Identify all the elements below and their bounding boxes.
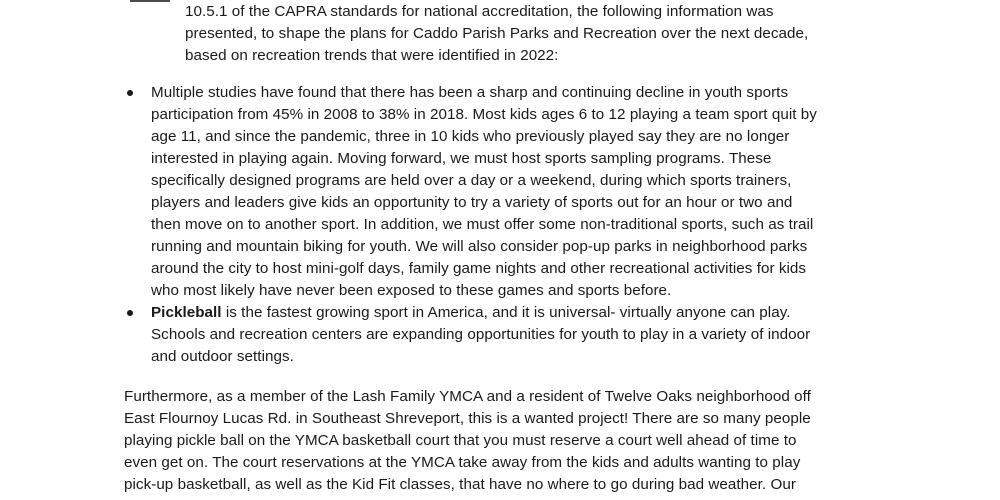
intro-line: 10.5.1 of the CAPRA standards for national accreditation, the following information was bbox=[185, 3, 774, 20]
bullet-line: running and mountain biking for youth. We will also consider pop-up parks in neighborhood parks bbox=[151, 238, 808, 255]
closing-line: playing pickle ball on the YMCA basketball court that you must reserve a court well ahead of time to bbox=[124, 432, 797, 449]
bullet-line: then move on to another sport. In addition, we must offer some non-traditional sports, such as trail bbox=[151, 216, 814, 233]
closing-line: Furthermore, as a member of the Lash Family YMCA and a resident of Twelve Oaks neighborhood off bbox=[124, 388, 811, 405]
bullet-line: Multiple studies have found that there has been a sharp and continuing decline in youth sports bbox=[151, 84, 789, 101]
intro-paragraph bbox=[185, 1, 865, 67]
bullet-line: Schools and recreation centers are expanding opportunities for youth to play in a variety of indoor bbox=[151, 326, 811, 343]
pickleball-bold-lead: Pickleball bbox=[151, 304, 222, 321]
bullet-line: around the city to host mini-golf days, family game nights and other recreational activities for kids bbox=[151, 260, 807, 277]
bullet-icon bbox=[127, 90, 133, 96]
intro-line: based on recreation trends that were identified in 2022: bbox=[185, 47, 559, 64]
bullet-line: age 11, and since the pandemic, three in 10 kids who previously played say they are no longer bbox=[151, 128, 790, 145]
pickleball-line-rest: is the fastest growing sport in America, and it is universal- virtually anyone can play. bbox=[221, 304, 791, 321]
bullet-line: who most likely have never been exposed to these games and sports before. bbox=[151, 282, 672, 299]
closing-line: pick-up basketball, as well as the Kid Fit classes, that have no where to go during bad weather. Our bbox=[124, 476, 796, 493]
closing-line: even get on. The court reservations at the YMCA take away from the kids and adults wanting to play bbox=[124, 454, 801, 471]
intro-line: presented, to shape the plans for Caddo Parish Parks and Recreation over the next decade, bbox=[185, 25, 809, 42]
bullet-icon bbox=[127, 310, 133, 316]
scan-artifact-mark bbox=[130, 0, 170, 2]
bullet-text bbox=[151, 82, 851, 302]
trends-bullet-list bbox=[0, 82, 1000, 368]
bullet-line: specifically designed programs are held over a day or a weekend, during which sports trainers, bbox=[151, 172, 792, 189]
closing-line: East Flournoy Lucas Rd. in Southeast Shreveport, this is a wanted project! There are so many people bbox=[124, 410, 811, 427]
bullet-line: and outdoor settings. bbox=[151, 348, 294, 365]
bullet-item-pickleball bbox=[0, 302, 1000, 368]
bullet-line bbox=[151, 302, 851, 324]
bullet-line: players and leaders give kids an opportunity to try a variety of sports out for an hour or two and bbox=[151, 194, 793, 211]
bullet-item-youth-sports bbox=[0, 82, 1000, 302]
bullet-line: participation from 45% in 2008 to 38% in 2018. Most kids ages 6 to 12 playing a team sport quit by bbox=[151, 106, 817, 123]
bullet-line: interested in playing again. Moving forward, we must host sports sampling programs. These bbox=[151, 150, 772, 167]
bullet-text bbox=[151, 302, 851, 368]
closing-paragraph bbox=[124, 386, 884, 496]
